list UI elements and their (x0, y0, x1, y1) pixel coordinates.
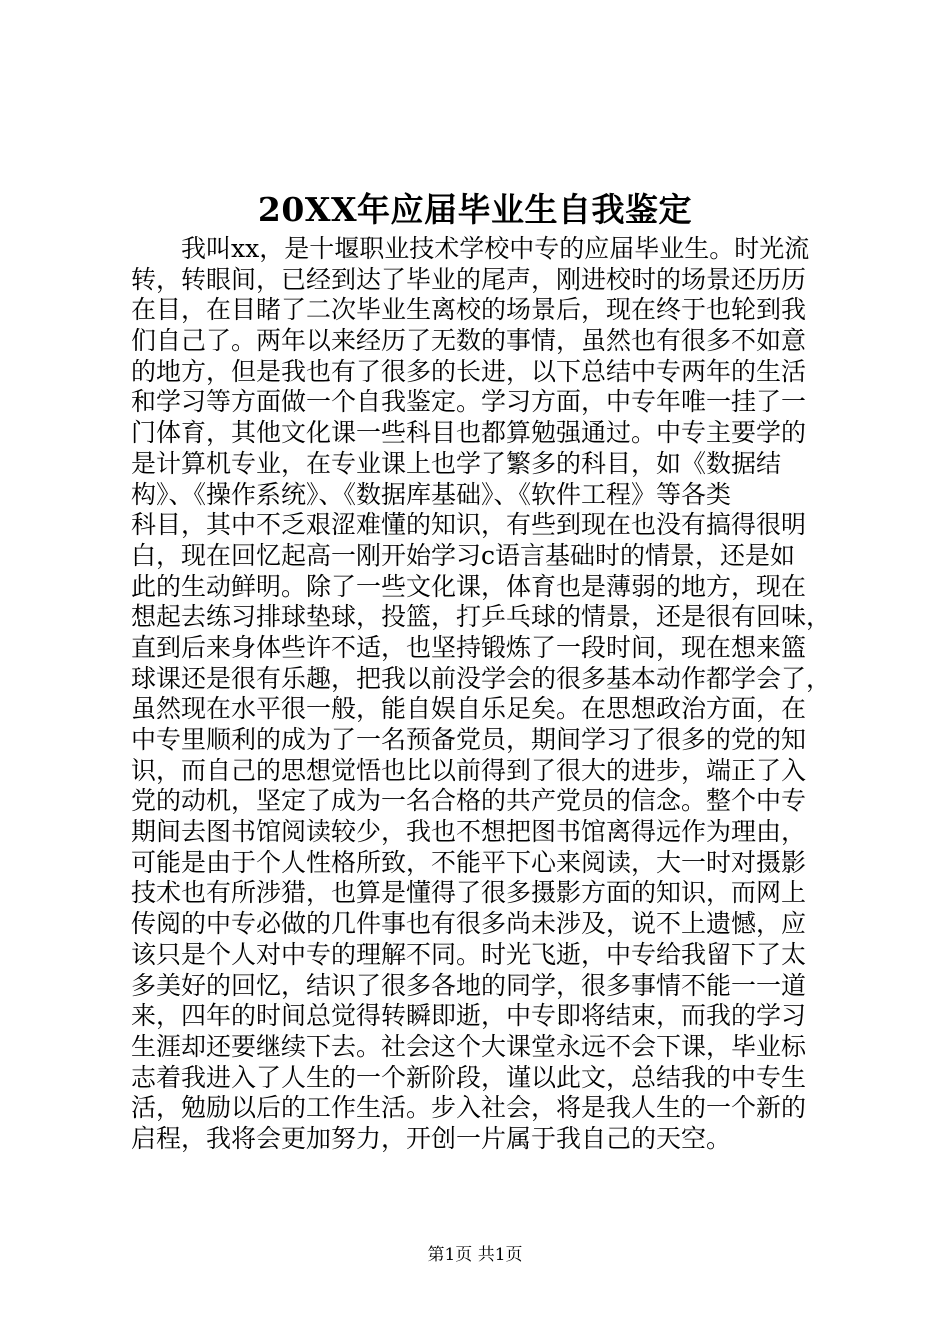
body-line: 科目，其中不乏艰涩难懂的知识，有些到现在也没有搞得很明 (131, 510, 807, 540)
body-line: 生涯却还要继续下去。社会这个大课堂永远不会下课，毕业标 (131, 1031, 807, 1061)
body-line: 想起去练习排球垫球，投篮，打乒乓球的情景，还是很有回味， (131, 602, 831, 632)
body-line: 多美好的回忆，结识了很多各地的同学，很多事情不能一一道 (131, 970, 807, 1000)
body-line: 在目，在目睹了二次毕业生离校的场景后，现在终于也轮到我 (131, 295, 807, 325)
body-line: 可能是由于个人性格所致，不能平下心来阅读，大一时对摄影 (131, 847, 807, 877)
document-title: 20XX年应届毕业生自我鉴定 (257, 190, 693, 229)
body-line: 白，现在回忆起高一刚开始学习c语言基础时的情景，还是如 (131, 540, 796, 570)
page-number-footer: 第1页 共1页 (427, 1245, 523, 1265)
body-line: 传阅的中专必做的几件事也有很多尚未涉及，说不上遗憾，应 (131, 909, 807, 939)
body-line: 们自己了。两年以来经历了无数的事情，虽然也有很多不如意 (131, 326, 807, 356)
body-line: 志着我进入了人生的一个新阶段，谨以此文，总结我的中专生 (131, 1062, 807, 1092)
body-line: 活，勉励以后的工作生活。步入社会，将是我人生的一个新的 (131, 1093, 807, 1123)
body-line: 我叫xx，是十堰职业技术学校中专的应届毕业生。时光流 (131, 234, 810, 263)
body-line: 此的生动鲜明。除了一些文化课，体育也是薄弱的地方，现在 (131, 571, 807, 601)
body-line: 虽然现在水平很一般，能自娱自乐足矣。在思想政治方面，在 (131, 694, 807, 724)
body-line: 技术也有所涉猎，也算是懂得了很多摄影方面的知识，而网上 (131, 878, 807, 908)
body-line: 是计算机专业，在专业课上也学了繁多的科目，如《数据结 (131, 448, 782, 478)
body-line: 的地方，但是我也有了很多的长进，以下总结中专两年的生活 (131, 356, 807, 386)
body-line: 启程，我将会更加努力，开创一片属于我自己的天空。 (131, 1123, 732, 1153)
body-line: 中专里顺利的成为了一名预备党员，期间学习了很多的党的知 (131, 725, 807, 754)
body-line: 转，转眼间，已经到达了毕业的尾声，刚进校时的场景还历历 (131, 264, 807, 294)
body-line: 直到后来身体些许不适，也坚持锻炼了一段时间，现在想来篮 (131, 632, 807, 662)
body-line: 来，四年的时间总觉得转瞬即逝，中专即将结束，而我的学习 (131, 1001, 807, 1031)
body-line: 党的动机，坚定了成为一名合格的共产党员的信念。整个中专 (131, 786, 807, 816)
body-line: 该只是个人对中专的理解不同。时光飞逝，中专给我留下了太 (131, 939, 807, 969)
document-body (131, 234, 831, 1155)
body-line: 和学习等方面做一个自我鉴定。学习方面，中专年唯一挂了一 (131, 387, 807, 417)
body-line: 构》、《操作系统》、《数据库基础》、《软件工程》等各类 (131, 479, 732, 509)
body-line: 期间去图书馆阅读较少，我也不想把图书馆离得远作为理由， (131, 817, 807, 847)
body-line: 识，而自己的思想觉悟也比以前得到了很大的进步，端正了入 (131, 755, 807, 785)
body-line: 球课还是很有乐趣，把我以前没学会的很多基本动作都学会了， (131, 663, 831, 693)
body-line: 门体育，其他文化课一些科目也都算勉强通过。中专主要学的 (131, 418, 807, 448)
